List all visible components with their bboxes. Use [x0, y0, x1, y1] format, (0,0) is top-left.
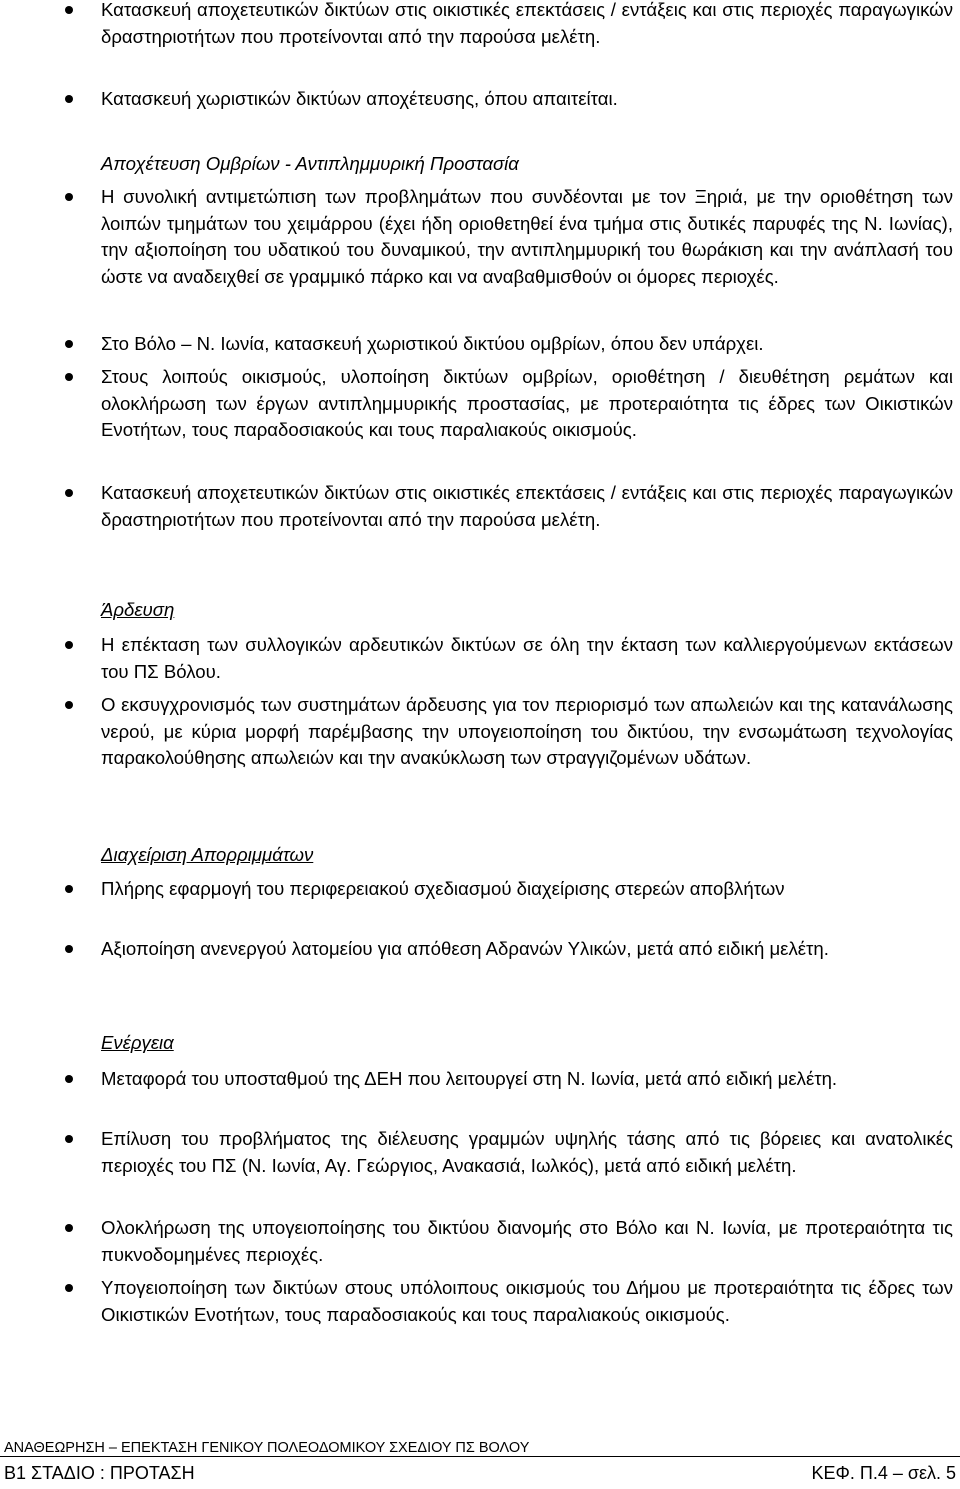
- bullet-icon: [65, 1224, 73, 1232]
- section-heading-ombria: Αποχέτευση Ομβρίων - Αντιπλημμυρική Προστασία: [101, 153, 519, 174]
- list-item: Κατασκευή αποχετευτικών δικτύων στις οικιστικές επεκτάσεις / εντάξεις και στις περιοχές παραγωγικών δραστηριοτήτων που προτείνονται από την παρούσα μελέτη.: [101, 0, 953, 50]
- list-item: Στο Βόλο – Ν. Ιωνία, κατασκευή χωριστικού δικτύου ομβρίων, όπου δεν υπάρχει.: [101, 331, 953, 358]
- bullet-icon: [65, 885, 73, 893]
- list-item: Αξιοποίηση ανενεργού λατομείου για απόθεση Αδρανών Υλικών, μετά από ειδική μελέτη.: [101, 936, 953, 963]
- list-item: Ολοκλήρωση της υπογειοποίησης του δικτύου διανομής στο Βόλο και Ν. Ιωνία, με προτεραιότητα τις πυκνοδομημένες περιοχές.: [101, 1215, 953, 1268]
- section-heading-energeia: Ενέργεια: [101, 1032, 174, 1053]
- list-item: Υπογειοποίηση των δικτύων στους υπόλοιπους οικισμούς του Δήμου με προτεραιότητα τις έδρες των Οικιστικών Ενοτήτων, τους παραδοσιακούς και τους παραλιακούς οικισμούς.: [101, 1275, 953, 1328]
- bullet-icon: [65, 489, 73, 497]
- footer-stage: Β1 ΣΤΑΔΙΟ : ΠΡΟΤΑΣΗ: [4, 1463, 195, 1483]
- bullet-icon: [65, 1075, 73, 1083]
- list-item: Κατασκευή αποχετευτικών δικτύων στις οικιστικές επεκτάσεις / εντάξεις και στις περιοχές παραγωγικών δραστηριοτήτων που προτείνονται από την παρούσα μελέτη.: [101, 480, 953, 533]
- bullet-icon: [65, 701, 73, 709]
- list-item: Μεταφορά του υποσταθμού της ΔΕΗ που λειτουργεί στη Ν. Ιωνία, μετά από ειδική μελέτη.: [101, 1066, 953, 1093]
- bullet-icon: [65, 1135, 73, 1143]
- bullet-icon: [65, 945, 73, 953]
- section-heading-ardeusi: Άρδευση: [101, 599, 175, 620]
- list-item: Η επέκταση των συλλογικών αρδευτικών δικτύων σε όλη την έκταση των καλλιεργούμενων εκτάσεων του ΠΣ Βόλου.: [101, 632, 953, 685]
- list-item: Κατασκευή χωριστικών δικτύων αποχέτευσης, όπου απαιτείται.: [101, 86, 953, 113]
- footer-title: ΑΝΑΘΕΩΡΗΣΗ – ΕΠΕΚΤΑΣΗ ΓΕΝΙΚΟΥ ΠΟΛΕΟΔΟΜΙΚΟΥ ΣΧΕΔΙΟΥ ΠΣ ΒΟΛΟΥ: [4, 1440, 530, 1456]
- list-item: Πλήρης εφαρμογή του περιφερειακού σχεδιασμού διαχείρισης στερεών αποβλήτων: [101, 876, 953, 903]
- bullet-icon: [65, 1284, 73, 1292]
- footer-page-number: ΚΕΦ. Π.4 – σελ. 5: [811, 1463, 956, 1483]
- list-item: Στους λοιπούς οικισμούς, υλοποίηση δικτύων ομβρίων, οριοθέτηση / διευθέτηση ρεμάτων και ολοκλήρωση των έργων αντιπλημμυρικής προστασίας, με προτεραιότητα τις έδρες των Οικιστικών Ενοτήτων, τους παραδοσιακούς και τους παραλιακούς οικισμούς.: [101, 364, 953, 444]
- bullet-icon: [65, 95, 73, 103]
- bullet-icon: [65, 193, 73, 201]
- list-item: Επίλυση του προβλήματος της διέλευσης γραμμών υψηλής τάσης από τις βόρειες και ανατολικές περιοχές του ΠΣ (Ν. Ιωνία, Αγ. Γεώργιος, Ανακασιά, Ιωλκός), μετά από ειδική μελέτη.: [101, 1126, 953, 1179]
- section-heading-aporrimmata: Διαχείριση Απορριμμάτων: [101, 844, 314, 865]
- bullet-icon: [65, 6, 73, 14]
- bullet-icon: [65, 373, 73, 381]
- list-item: Ο εκσυγχρονισμός των συστημάτων άρδευσης για τον περιορισμό των απωλειών και της κατανάλωσης νερού, με κύρια μορφή παρέμβασης την υπογειοποίηση του δικτύου, την ενσωμάτωση τεχνολογίας παρακολούθησης απωλειών και την ανακύκλωση των στραγγιζομένων υδάτων.: [101, 692, 953, 772]
- bullet-icon: [65, 340, 73, 348]
- footer-divider: [0, 1456, 960, 1457]
- list-item: Η συνολική αντιμετώπιση των προβλημάτων που συνδέονται με τον Ξηριά, με την οριοθέτηση των λοιπών τμημάτων του χειμάρρου (έχει ήδη οριοθετηθεί ένα τμήμα στις δυτικές παρυφές της Ν. Ιωνίας), την αξιοποίηση του υδατικού του δυναμικού, την αντιπλημμυρική του θωράκιση και την ανάπλασή του ώστε να αναδειχθεί σε γραμμικό πάρκο και να αναβαθμισθούν οι όμορες περιοχές.: [101, 184, 953, 290]
- bullet-icon: [65, 641, 73, 649]
